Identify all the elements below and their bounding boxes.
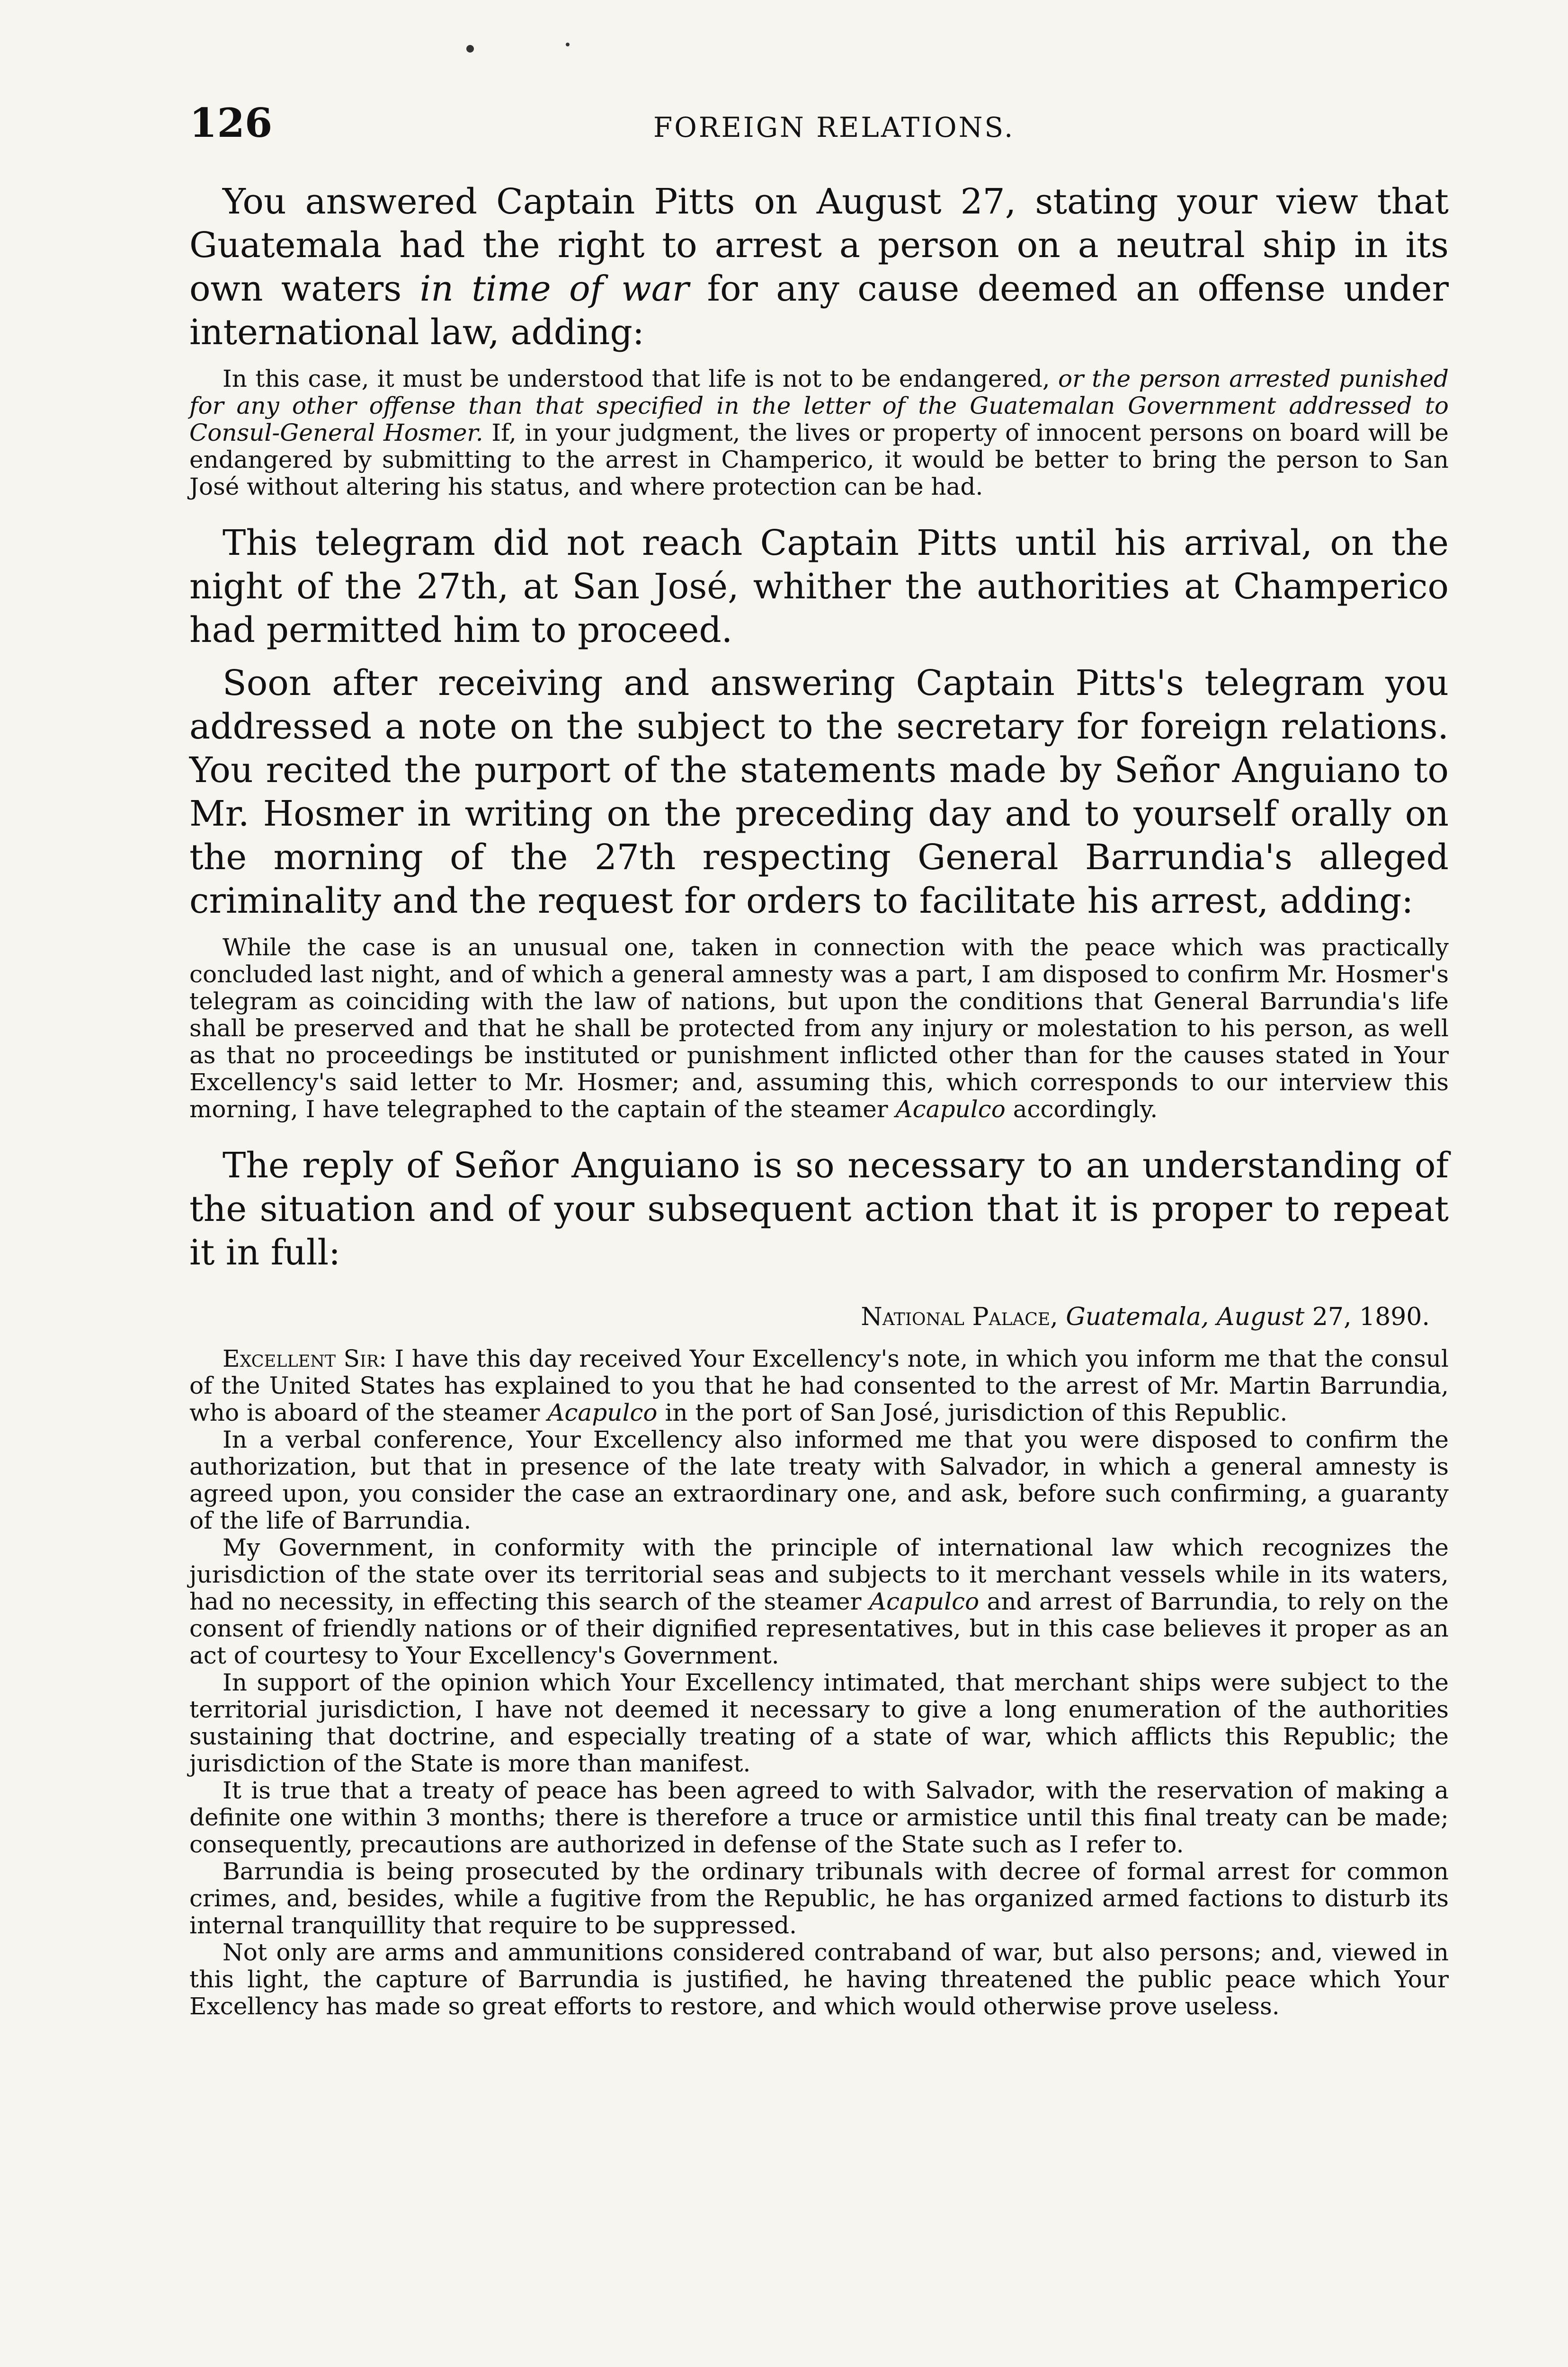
paragraph-3: Soon after receiving and answering Captain Pitts's telegram you addressed a note on the subject to the secretary for foreign relations. You recited the purport of the statements made by Señor Anguiano to Mr. Hosmer in writing on the preceding day and to yourself orally on the morning of the 27th respecting General Barrundia's alleged criminality and the request for orders to facilitate his arrest, adding:	[189, 663, 1449, 921]
paragraph-4: The reply of Señor Anguiano is so necessary to an understanding of the situation and of your subsequent action that it is proper to repeat it in full:	[189, 1145, 1449, 1273]
letter-paragraph	[189, 1534, 1449, 1669]
dateline-place: National Palace,	[861, 1303, 1058, 1331]
letter-body	[189, 1345, 1449, 2020]
quote-paragraph	[189, 365, 1449, 500]
italic-run: Acapulco	[869, 1588, 980, 1615]
scan-speck	[466, 45, 474, 53]
text-run: You answered Captain Pitts on August 27, stating your view that Guatemala had the right to arrest a person on a neutral ship in its own waters	[189, 181, 1449, 309]
letter-paragraph: In support of the opinion which Your Excellency intimated, that merchant ships were subject to the territorial jurisdiction, I have not deemed it necessary to give a long enumeration of the authorities sustaining that doctrine, and especially treating of a state of war, which afflicts this Republic; the jurisdiction of the State is more than manifest.	[189, 1669, 1449, 1777]
text-run: My Government, in conformity with the principle of international law which recognizes the jurisdiction of the state over its territorial seas and subjects to it merchant vessels while in its waters, had no necessity, in effecting this search of the steamer	[189, 1534, 1449, 1615]
text-run: I have this day received Your Excellency's note, in which you inform me that the consul of the United States has explained to you that he had consented to the arrest of Mr. Martin Barrundia, who is aboard of the steamer	[189, 1345, 1449, 1426]
italic-run: Acapulco	[895, 1095, 1006, 1123]
letter-dateline	[189, 1303, 1430, 1331]
dateline-month: August	[1216, 1303, 1305, 1331]
quoted-note	[189, 934, 1449, 1123]
text-run: If, in your judgment, the lives or property of innocent persons on board will be endangered by submitting to the arrest in Champerico, it would be better to bring the person to San José without altering his status, and where protection can be had.	[189, 419, 1449, 500]
page-number: 126	[189, 99, 273, 146]
text-run: in the port of San José, jurisdiction of this Republic.	[657, 1399, 1288, 1426]
letter-paragraph: It is true that a treaty of peace has been agreed to with Salvador, with the reservation of making a definite one within 3 months; there is therefore a truce or armistice until this final treaty can be made; consequently, precautions are authorized in defense of the State such as I refer to.	[189, 1777, 1449, 1858]
letter-paragraph: In a verbal conference, Your Excellency also informed me that you were disposed to confirm the authorization, but that in presence of the late treaty with Salvador, in which a general amnesty is agreed upon, you consider the case an extraordinary one, and ask, before such confirming, a guaranty of the life of Barrundia.	[189, 1426, 1449, 1534]
paragraph-1	[189, 180, 1449, 354]
dateline-rest: 27, 1890.	[1312, 1303, 1430, 1331]
letter-paragraph: Barrundia is being prosecuted by the ordinary tribunals with decree of formal arrest for common crimes, and, besides, while a fugitive from the Republic, he has organized armed factions to disturb its internal tranquillity that require to be suppressed.	[189, 1858, 1449, 1939]
italic-run: in time of war	[419, 268, 689, 309]
document-page	[189, 99, 1449, 2020]
salutation: Excellent Sir:	[223, 1345, 387, 1372]
dateline-city: Guatemala,	[1066, 1303, 1209, 1331]
scan-speck	[566, 43, 570, 46]
quote-paragraph	[189, 934, 1449, 1123]
italic-run: Acapulco	[547, 1399, 658, 1426]
text-run: accordingly.	[1005, 1095, 1158, 1123]
running-head: FOREIGN RELATIONS.	[653, 111, 1015, 143]
letter-paragraph: Not only are arms and ammunitions considered contraband of war, but also persons; and, viewed in this light, the capture of Barrundia is justified, he having threatened the public peace which Your Excellency has made so great efforts to restore, and which would otherwise prove useless.	[189, 1939, 1449, 2020]
text-run: and arrest of Barrundia, to rely on the consent of friendly nations or of their dignified representatives, but in this case believes it proper as an act of courtesy to Your Excellency's Government.	[189, 1588, 1449, 1669]
page-header	[189, 99, 1449, 156]
italic-run: or the person arrested punished for any other offense than that specified in the letter of the Guatemalan Government addressed to Consul-General Hosmer.	[189, 365, 1449, 446]
paragraph-2: This telegram did not reach Captain Pitts until his arrival, on the night of the 27th, at San José, whither the authorities at Champerico had permitted him to proceed.	[189, 523, 1449, 650]
text-run: While the case is an unusual one, taken in connection with the peace which was practically concluded last night, and of which a general amnesty was a part, I am disposed to confirm Mr. Hosmer's telegram as coinciding with the law of nations, but upon the conditions that General Barrundia's life shall be preserved and that he shall be protected from any injury or molestation to his person, as well as that no proceedings be instituted or punishment inflicted other than for the causes stated in Your Excellency's said letter to Mr. Hosmer; and, assuming this, which corresponds to our interview this morning, I have telegraphed to the captain of the steamer	[189, 934, 1449, 1123]
quoted-telegram	[189, 365, 1449, 500]
text-run: for any cause deemed an offense under international law, adding:	[189, 268, 1449, 353]
text-run: In this case, it must be understood that life is not to be endangered,	[223, 365, 1058, 392]
letter-paragraph	[189, 1345, 1449, 1426]
